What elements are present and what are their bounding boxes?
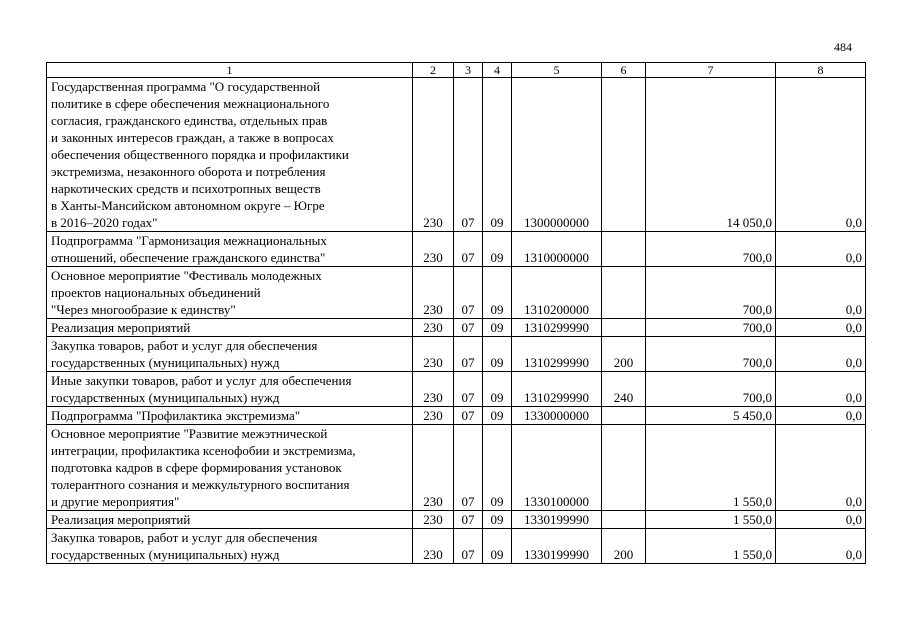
target-article-cell: 1310200000: [512, 267, 602, 319]
table-row: [47, 232, 866, 267]
table-body: [47, 78, 866, 564]
expense-type-cell: [602, 407, 646, 425]
row-name-line: отношений, обеспечение гражданского единства": [51, 250, 326, 265]
subvention-amount-cell: 0,0: [776, 78, 866, 232]
row-name-line: Государственная программа "О государственной: [51, 79, 321, 94]
table-row: [47, 407, 866, 425]
amount-cell: 700,0: [646, 372, 776, 407]
row-name-line: наркотических средств и психотропных веществ: [51, 181, 321, 196]
table-row: [47, 78, 866, 232]
expense-type-cell: [602, 511, 646, 529]
target-article-cell: 1330100000: [512, 425, 602, 511]
subvention-amount-cell: 0,0: [776, 407, 866, 425]
row-name-line: "Через многообразие к единству": [51, 302, 236, 317]
subvention-amount-cell: 0,0: [776, 267, 866, 319]
admin-code-cell: 230: [413, 372, 454, 407]
row-name-cell: [47, 337, 413, 372]
table-row: [47, 511, 866, 529]
admin-code-cell: 230: [413, 407, 454, 425]
row-name-line: Закупка товаров, работ и услуг для обеспечения: [51, 338, 318, 353]
expense-type-cell: [602, 319, 646, 337]
row-name-line: Закупка товаров, работ и услуг для обеспечения: [51, 530, 318, 545]
expense-type-cell: [602, 425, 646, 511]
subvention-amount-cell: 0,0: [776, 319, 866, 337]
page-number: 484: [834, 40, 852, 54]
section-cell: 07: [454, 372, 483, 407]
amount-cell: 14 050,0: [646, 78, 776, 232]
admin-code-cell: 230: [413, 337, 454, 372]
target-article-cell: 1310000000: [512, 232, 602, 267]
amount-cell: 1 550,0: [646, 425, 776, 511]
row-name-line: Основное мероприятие "Развитие межэтнической: [51, 426, 328, 441]
row-name-line: государственных (муниципальных) нужд: [51, 547, 280, 562]
header-col-5: 5: [512, 63, 602, 78]
header-col-4: 4: [483, 63, 512, 78]
expense-type-cell: [602, 232, 646, 267]
admin-code-cell: 230: [413, 267, 454, 319]
row-name-line: экстремизма, незаконного оборота и потребления: [51, 164, 326, 179]
amount-cell: 1 550,0: [646, 529, 776, 564]
row-name-cell: [47, 511, 413, 529]
row-name-line: Иные закупки товаров, работ и услуг для обеспечения: [51, 373, 352, 388]
section-cell: 07: [454, 511, 483, 529]
row-name-line: Подпрограмма "Профилактика экстремизма": [51, 408, 301, 423]
admin-code-cell: 230: [413, 78, 454, 232]
subsection-cell: 09: [483, 511, 512, 529]
table-row: [47, 267, 866, 319]
row-name-line: государственных (муниципальных) нужд: [51, 355, 280, 370]
subsection-cell: 09: [483, 78, 512, 232]
header-col-2: 2: [413, 63, 454, 78]
subsection-cell: 09: [483, 372, 512, 407]
section-cell: 07: [454, 267, 483, 319]
table-row: [47, 529, 866, 564]
row-name-line: Подпрограмма "Гармонизация межнациональных: [51, 233, 327, 248]
table-row: [47, 425, 866, 511]
row-name-line: Реализация мероприятий: [51, 320, 191, 335]
admin-code-cell: 230: [413, 511, 454, 529]
target-article-cell: 1330199990: [512, 529, 602, 564]
subsection-cell: 09: [483, 407, 512, 425]
subsection-cell: 09: [483, 232, 512, 267]
header-col-7: 7: [646, 63, 776, 78]
header-col-8: 8: [776, 63, 866, 78]
admin-code-cell: 230: [413, 232, 454, 267]
expense-type-cell: [602, 267, 646, 319]
budget-table: [46, 62, 866, 564]
section-cell: 07: [454, 337, 483, 372]
target-article-cell: 1310299990: [512, 319, 602, 337]
section-cell: 07: [454, 319, 483, 337]
row-name-line: толерантного сознания и межкультурного воспитания: [51, 477, 350, 492]
target-article-cell: 1310299990: [512, 337, 602, 372]
target-article-cell: 1330199990: [512, 511, 602, 529]
amount-cell: 1 550,0: [646, 511, 776, 529]
admin-code-cell: 230: [413, 529, 454, 564]
row-name-line: в Ханты-Мансийском автономном округе – Югре: [51, 198, 325, 213]
target-article-cell: 1300000000: [512, 78, 602, 232]
section-cell: 07: [454, 78, 483, 232]
expense-type-cell: 200: [602, 337, 646, 372]
admin-code-cell: 230: [413, 425, 454, 511]
row-name-line: интеграции, профилактика ксенофобии и экстремизма,: [51, 443, 356, 458]
subvention-amount-cell: 0,0: [776, 425, 866, 511]
row-name-cell: [47, 407, 413, 425]
row-name-line: и другие мероприятия": [51, 494, 180, 509]
row-name-line: подготовка кадров в сфере формирования установок: [51, 460, 342, 475]
subsection-cell: 09: [483, 529, 512, 564]
table-row: [47, 319, 866, 337]
header-row: [47, 63, 866, 78]
row-name-cell: [47, 425, 413, 511]
header-col-3: 3: [454, 63, 483, 78]
header-col-6: 6: [602, 63, 646, 78]
section-cell: 07: [454, 232, 483, 267]
section-cell: 07: [454, 529, 483, 564]
expense-type-cell: 200: [602, 529, 646, 564]
row-name-line: Основное мероприятие "Фестиваль молодежных: [51, 268, 322, 283]
amount-cell: 700,0: [646, 337, 776, 372]
row-name-cell: [47, 319, 413, 337]
section-cell: 07: [454, 407, 483, 425]
subsection-cell: 09: [483, 425, 512, 511]
amount-cell: 700,0: [646, 232, 776, 267]
row-name-line: обеспечения общественного порядка и профилактики: [51, 147, 349, 162]
amount-cell: 700,0: [646, 267, 776, 319]
table-row: [47, 372, 866, 407]
expense-type-cell: 240: [602, 372, 646, 407]
row-name-line: и законных интересов граждан, а также в вопросах: [51, 130, 334, 145]
target-article-cell: 1330000000: [512, 407, 602, 425]
section-cell: 07: [454, 425, 483, 511]
row-name-line: политике в сфере обеспечения межнационального: [51, 96, 330, 111]
target-article-cell: 1310299990: [512, 372, 602, 407]
row-name-cell: [47, 529, 413, 564]
subsection-cell: 09: [483, 337, 512, 372]
row-name-line: государственных (муниципальных) нужд: [51, 390, 280, 405]
subvention-amount-cell: 0,0: [776, 372, 866, 407]
admin-code-cell: 230: [413, 319, 454, 337]
subsection-cell: 09: [483, 319, 512, 337]
subvention-amount-cell: 0,0: [776, 232, 866, 267]
header-col-1: 1: [47, 63, 413, 78]
row-name-cell: [47, 232, 413, 267]
expense-type-cell: [602, 78, 646, 232]
subsection-cell: 09: [483, 267, 512, 319]
amount-cell: 700,0: [646, 319, 776, 337]
subvention-amount-cell: 0,0: [776, 511, 866, 529]
amount-cell: 5 450,0: [646, 407, 776, 425]
table-row: [47, 337, 866, 372]
subvention-amount-cell: 0,0: [776, 337, 866, 372]
row-name-line: Реализация мероприятий: [51, 512, 191, 527]
row-name-cell: [47, 267, 413, 319]
row-name-cell: [47, 78, 413, 232]
row-name-line: в 2016–2020 годах": [51, 215, 158, 230]
row-name-line: согласия, гражданского единства, отдельных прав: [51, 113, 328, 128]
row-name-line: проектов национальных объединений: [51, 285, 261, 300]
subvention-amount-cell: 0,0: [776, 529, 866, 564]
row-name-cell: [47, 372, 413, 407]
